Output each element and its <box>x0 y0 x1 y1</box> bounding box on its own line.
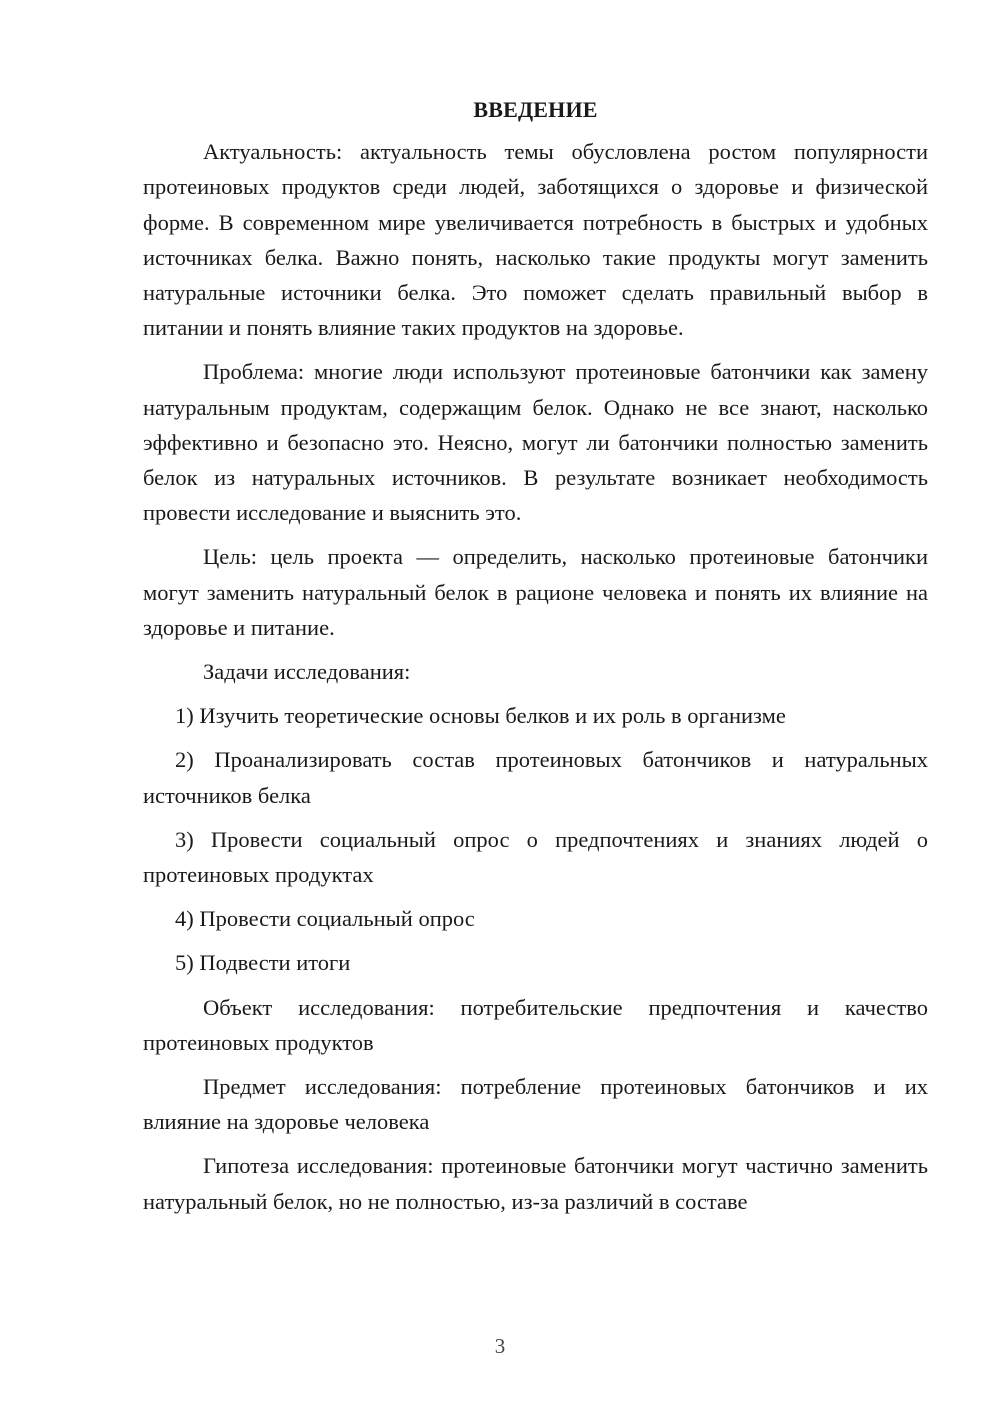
paragraph-goal: Цель: цель проекта — определить, насколько протеиновые батончики могут заменить натуральный белок в рационе человека и понять их влияние на здоровье и питание. <box>143 544 928 640</box>
list-item: 1) Изучить теоретические основы белков и их роль в организме <box>175 703 786 729</box>
list-item: 2) Проанализировать состав протеиновых батончиков и натуральных источников белка <box>143 747 928 808</box>
paragraph-hypothesis: Гипотеза исследования: протеиновые батончики могут частично заменить натуральный белок, но не полностью, из-за различий в составе <box>143 1153 928 1214</box>
paragraph-relevance: Актуальность: актуальность темы обусловлена ростом популярности протеиновых продуктов среди людей, заботящихся о здоровье и физической форме. В современном мире увеличивается потребность в быстрых и удобных источниках белка. Важно понять, насколько такие продукты могут заменить натуральные источники белка. Это поможет сделать правильный выбор в питании и понять влияние таких продуктов на здоровье. <box>143 139 928 341</box>
paragraph-problem: Проблема: многие люди используют протеиновые батончики как замену натуральным продуктам, содержащим белок. Однако не все знают, насколько эффективно и безопасно это. Неясно, могут ли батончики полностью заменить белок из натуральных источников. В результате возникает необходимость провести исследование и выяснить это. <box>143 359 928 526</box>
list-item: 5) Подвести итоги <box>175 950 351 976</box>
list-item: 4) Провести социальный опрос <box>175 906 475 932</box>
section-title: ВВЕДЕНИЕ <box>473 97 598 122</box>
paragraph-subject: Предмет исследования: потребление протеиновых батончиков и их влияние на здоровье человека <box>143 1074 928 1135</box>
tasks-list <box>143 698 928 980</box>
list-item: 3) Провести социальный опрос о предпочтениях и знаниях людей о протеиновых продуктах <box>143 826 928 888</box>
document-page <box>143 92 928 1228</box>
paragraph-object: Объект исследования: потребительские предпочтения и качество протеиновых продуктов <box>143 994 928 1055</box>
tasks-heading: Задачи исследования: <box>203 659 411 685</box>
page-number: 3 <box>494 1334 506 1358</box>
